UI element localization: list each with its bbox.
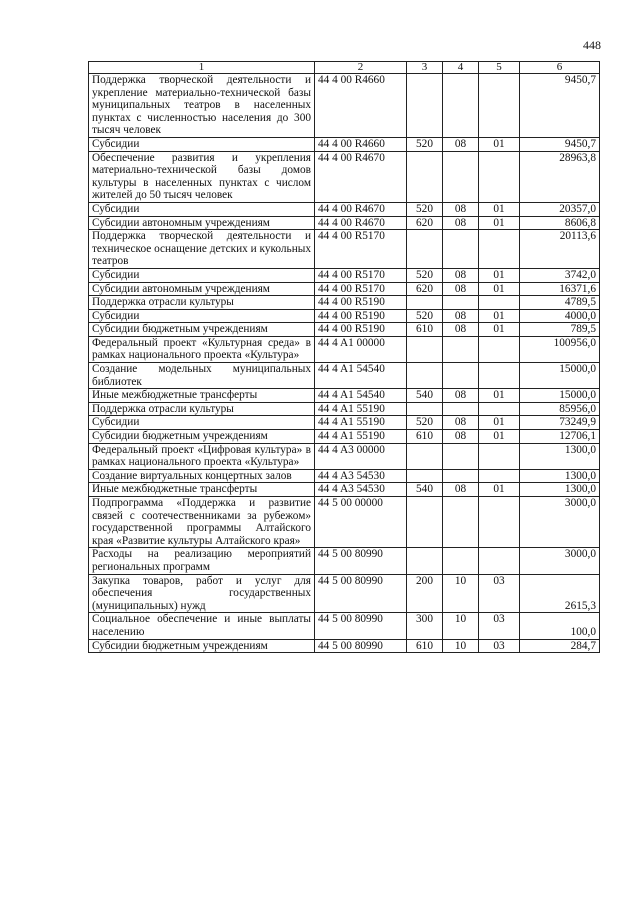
table-row (89, 282, 600, 296)
cell-code: 44 4 00 R5170 (315, 282, 407, 296)
cell-c3: 520 (407, 416, 443, 430)
table-row (89, 416, 600, 430)
cell-c5 (479, 469, 520, 483)
cell-c4 (443, 74, 479, 138)
cell-code: 44 4 00 R4670 (315, 216, 407, 230)
cell-c5 (479, 296, 520, 310)
cell-c5: 03 (479, 574, 520, 613)
cell-amount: 100,0 (520, 613, 600, 639)
cell-code: 44 4 00 R5170 (315, 268, 407, 282)
cell-code: 44 5 00 00000 (315, 497, 407, 548)
cell-c4 (443, 230, 479, 269)
cell-amount: 73249,9 (520, 416, 600, 430)
cell-c5: 01 (479, 268, 520, 282)
cell-amount: 16371,6 (520, 282, 600, 296)
table-row (89, 548, 600, 574)
cell-c5: 01 (479, 416, 520, 430)
table-header-row (89, 62, 600, 74)
cell-c4: 08 (443, 430, 479, 444)
table-row (89, 230, 600, 269)
cell-code: 44 4 A1 55190 (315, 416, 407, 430)
cell-c3: 540 (407, 389, 443, 403)
cell-code: 44 4 A3 00000 (315, 443, 407, 469)
cell-name: Федеральный проект «Цифровая культура» в рамках национального проекта «Культура» (89, 443, 315, 469)
cell-c5: 01 (479, 216, 520, 230)
cell-amount: 2615,3 (520, 574, 600, 613)
cell-amount: 8606,8 (520, 216, 600, 230)
table-row (89, 216, 600, 230)
cell-c3 (407, 548, 443, 574)
cell-c3: 620 (407, 282, 443, 296)
cell-name: Субсидии бюджетным учреждениям (89, 430, 315, 444)
cell-name: Поддержка творческой деятельности и техническое оснащение детских и кукольных театров (89, 230, 315, 269)
cell-c3: 200 (407, 574, 443, 613)
cell-c3 (407, 151, 443, 202)
cell-code: 44 4 00 R4660 (315, 137, 407, 151)
table-row (89, 639, 600, 653)
page-number: 448 (583, 38, 601, 52)
cell-c4 (443, 402, 479, 416)
cell-name: Субсидии бюджетным учреждениям (89, 639, 315, 653)
cell-c3: 520 (407, 309, 443, 323)
cell-c3: 520 (407, 202, 443, 216)
table-row (89, 497, 600, 548)
cell-c4 (443, 363, 479, 389)
header-cell: 3 (407, 62, 443, 74)
cell-c4: 10 (443, 574, 479, 613)
cell-name: Субсидии автономным учреждениям (89, 282, 315, 296)
cell-c5 (479, 443, 520, 469)
cell-c4 (443, 296, 479, 310)
cell-c5 (479, 336, 520, 362)
cell-code: 44 5 00 80990 (315, 639, 407, 653)
cell-c3: 610 (407, 430, 443, 444)
cell-amount: 284,7 (520, 639, 600, 653)
cell-amount: 3000,0 (520, 548, 600, 574)
cell-amount: 12706,1 (520, 430, 600, 444)
cell-code: 44 4 A1 54540 (315, 389, 407, 403)
table-row (89, 430, 600, 444)
cell-code: 44 4 00 R4670 (315, 202, 407, 216)
cell-amount: 20357,0 (520, 202, 600, 216)
cell-amount: 1300,0 (520, 443, 600, 469)
cell-c4: 10 (443, 613, 479, 639)
cell-code: 44 4 A1 55190 (315, 430, 407, 444)
table-row (89, 402, 600, 416)
cell-name: Поддержка отрасли культуры (89, 296, 315, 310)
cell-code: 44 5 00 80990 (315, 574, 407, 613)
cell-code: 44 4 A1 00000 (315, 336, 407, 362)
cell-code: 44 4 00 R5170 (315, 230, 407, 269)
cell-amount: 3742,0 (520, 268, 600, 282)
cell-c5: 01 (479, 389, 520, 403)
table-row (89, 613, 600, 639)
cell-name: Поддержка отрасли культуры (89, 402, 315, 416)
table-row (89, 443, 600, 469)
cell-amount: 9450,7 (520, 137, 600, 151)
cell-amount: 28963,8 (520, 151, 600, 202)
header-cell: 2 (315, 62, 407, 74)
cell-c4 (443, 497, 479, 548)
cell-c5: 03 (479, 639, 520, 653)
cell-c5 (479, 497, 520, 548)
cell-c4: 08 (443, 268, 479, 282)
table-row (89, 309, 600, 323)
cell-amount: 789,5 (520, 323, 600, 337)
cell-name: Субсидии (89, 268, 315, 282)
cell-name: Субсидии автономным учреждениям (89, 216, 315, 230)
cell-code: 44 4 00 R4660 (315, 74, 407, 138)
cell-c3: 610 (407, 323, 443, 337)
cell-c4: 08 (443, 416, 479, 430)
cell-c4: 08 (443, 282, 479, 296)
cell-c5: 01 (479, 137, 520, 151)
cell-amount: 15000,0 (520, 389, 600, 403)
cell-c3 (407, 74, 443, 138)
cell-c5: 01 (479, 309, 520, 323)
budget-table (88, 61, 600, 653)
cell-name: Расходы на реализацию мероприятий региональных программ (89, 548, 315, 574)
cell-c3: 610 (407, 639, 443, 653)
cell-c3 (407, 443, 443, 469)
cell-code: 44 4 A3 54530 (315, 483, 407, 497)
table-row (89, 268, 600, 282)
table-row (89, 296, 600, 310)
cell-code: 44 5 00 80990 (315, 613, 407, 639)
cell-c3 (407, 336, 443, 362)
cell-c5 (479, 151, 520, 202)
cell-c3 (407, 469, 443, 483)
cell-name: Поддержка творческой деятельности и укрепление материально-технической базы муниципальных театров в населенных пунктах с численностью населения до 300 тысяч человек (89, 74, 315, 138)
cell-name: Социальное обеспечение и иные выплаты населению (89, 613, 315, 639)
cell-c3: 520 (407, 268, 443, 282)
header-cell: 1 (89, 62, 315, 74)
cell-amount: 4789,5 (520, 296, 600, 310)
cell-c4: 08 (443, 323, 479, 337)
table-row (89, 323, 600, 337)
cell-c5: 01 (479, 202, 520, 216)
cell-c3: 540 (407, 483, 443, 497)
cell-name: Субсидии (89, 309, 315, 323)
cell-c5 (479, 230, 520, 269)
cell-code: 44 4 A3 54530 (315, 469, 407, 483)
cell-code: 44 4 00 R5190 (315, 296, 407, 310)
cell-c3: 620 (407, 216, 443, 230)
header-cell: 4 (443, 62, 479, 74)
cell-c5: 01 (479, 282, 520, 296)
table-row (89, 483, 600, 497)
cell-c5: 01 (479, 483, 520, 497)
cell-name: Субсидии (89, 416, 315, 430)
cell-c5: 01 (479, 430, 520, 444)
cell-code: 44 4 00 R5190 (315, 309, 407, 323)
cell-c4: 08 (443, 483, 479, 497)
table-row (89, 574, 600, 613)
cell-amount: 85956,0 (520, 402, 600, 416)
cell-c3 (407, 497, 443, 548)
cell-c4 (443, 469, 479, 483)
cell-name: Подпрограмма «Поддержка и развитие связей с соотечественниками за рубежом» государственной программы Алтайского края «Развитие культуры Алтайского края» (89, 497, 315, 548)
header-cell: 6 (520, 62, 600, 74)
cell-name: Иные межбюджетные трансферты (89, 389, 315, 403)
cell-c5: 03 (479, 613, 520, 639)
cell-c5 (479, 402, 520, 416)
cell-c4: 08 (443, 202, 479, 216)
cell-c4: 08 (443, 216, 479, 230)
cell-c5 (479, 363, 520, 389)
cell-code: 44 5 00 80990 (315, 548, 407, 574)
cell-c3 (407, 230, 443, 269)
cell-amount: 1300,0 (520, 483, 600, 497)
cell-name: Федеральный проект «Культурная среда» в рамках национального проекта «Культура» (89, 336, 315, 362)
cell-c5 (479, 74, 520, 138)
cell-amount: 20113,6 (520, 230, 600, 269)
cell-name: Субсидии (89, 202, 315, 216)
cell-name: Закупка товаров, работ и услуг для обеспечения государственных (муниципальных) нужд (89, 574, 315, 613)
cell-c3 (407, 363, 443, 389)
cell-c4 (443, 443, 479, 469)
cell-c4: 08 (443, 389, 479, 403)
cell-amount: 1300,0 (520, 469, 600, 483)
table-row (89, 336, 600, 362)
cell-name: Создание модельных муниципальных библиотек (89, 363, 315, 389)
cell-code: 44 4 00 R4670 (315, 151, 407, 202)
table-row (89, 137, 600, 151)
cell-code: 44 4 00 R5190 (315, 323, 407, 337)
table-row (89, 202, 600, 216)
cell-name: Иные межбюджетные трансферты (89, 483, 315, 497)
cell-c4: 10 (443, 639, 479, 653)
table-row (89, 151, 600, 202)
cell-code: 44 4 A1 55190 (315, 402, 407, 416)
cell-c3: 520 (407, 137, 443, 151)
cell-name: Обеспечение развития и укрепления материально-технической базы домов культуры в населенных пунктах с числом жителей до 50 тысяч человек (89, 151, 315, 202)
cell-c4 (443, 336, 479, 362)
header-cell: 5 (479, 62, 520, 74)
table-row (89, 363, 600, 389)
cell-c5: 01 (479, 323, 520, 337)
cell-name: Создание виртуальных концертных залов (89, 469, 315, 483)
cell-c3 (407, 402, 443, 416)
cell-code: 44 4 A1 54540 (315, 363, 407, 389)
cell-c3 (407, 296, 443, 310)
table-row (89, 389, 600, 403)
table-row (89, 74, 600, 138)
cell-c4 (443, 548, 479, 574)
cell-name: Субсидии (89, 137, 315, 151)
cell-amount: 100956,0 (520, 336, 600, 362)
cell-amount: 9450,7 (520, 74, 600, 138)
cell-name: Субсидии бюджетным учреждениям (89, 323, 315, 337)
cell-c4: 08 (443, 137, 479, 151)
cell-amount: 4000,0 (520, 309, 600, 323)
cell-amount: 15000,0 (520, 363, 600, 389)
cell-c4 (443, 151, 479, 202)
table-row (89, 469, 600, 483)
cell-c5 (479, 548, 520, 574)
cell-c4: 08 (443, 309, 479, 323)
cell-c3: 300 (407, 613, 443, 639)
cell-amount: 3000,0 (520, 497, 600, 548)
